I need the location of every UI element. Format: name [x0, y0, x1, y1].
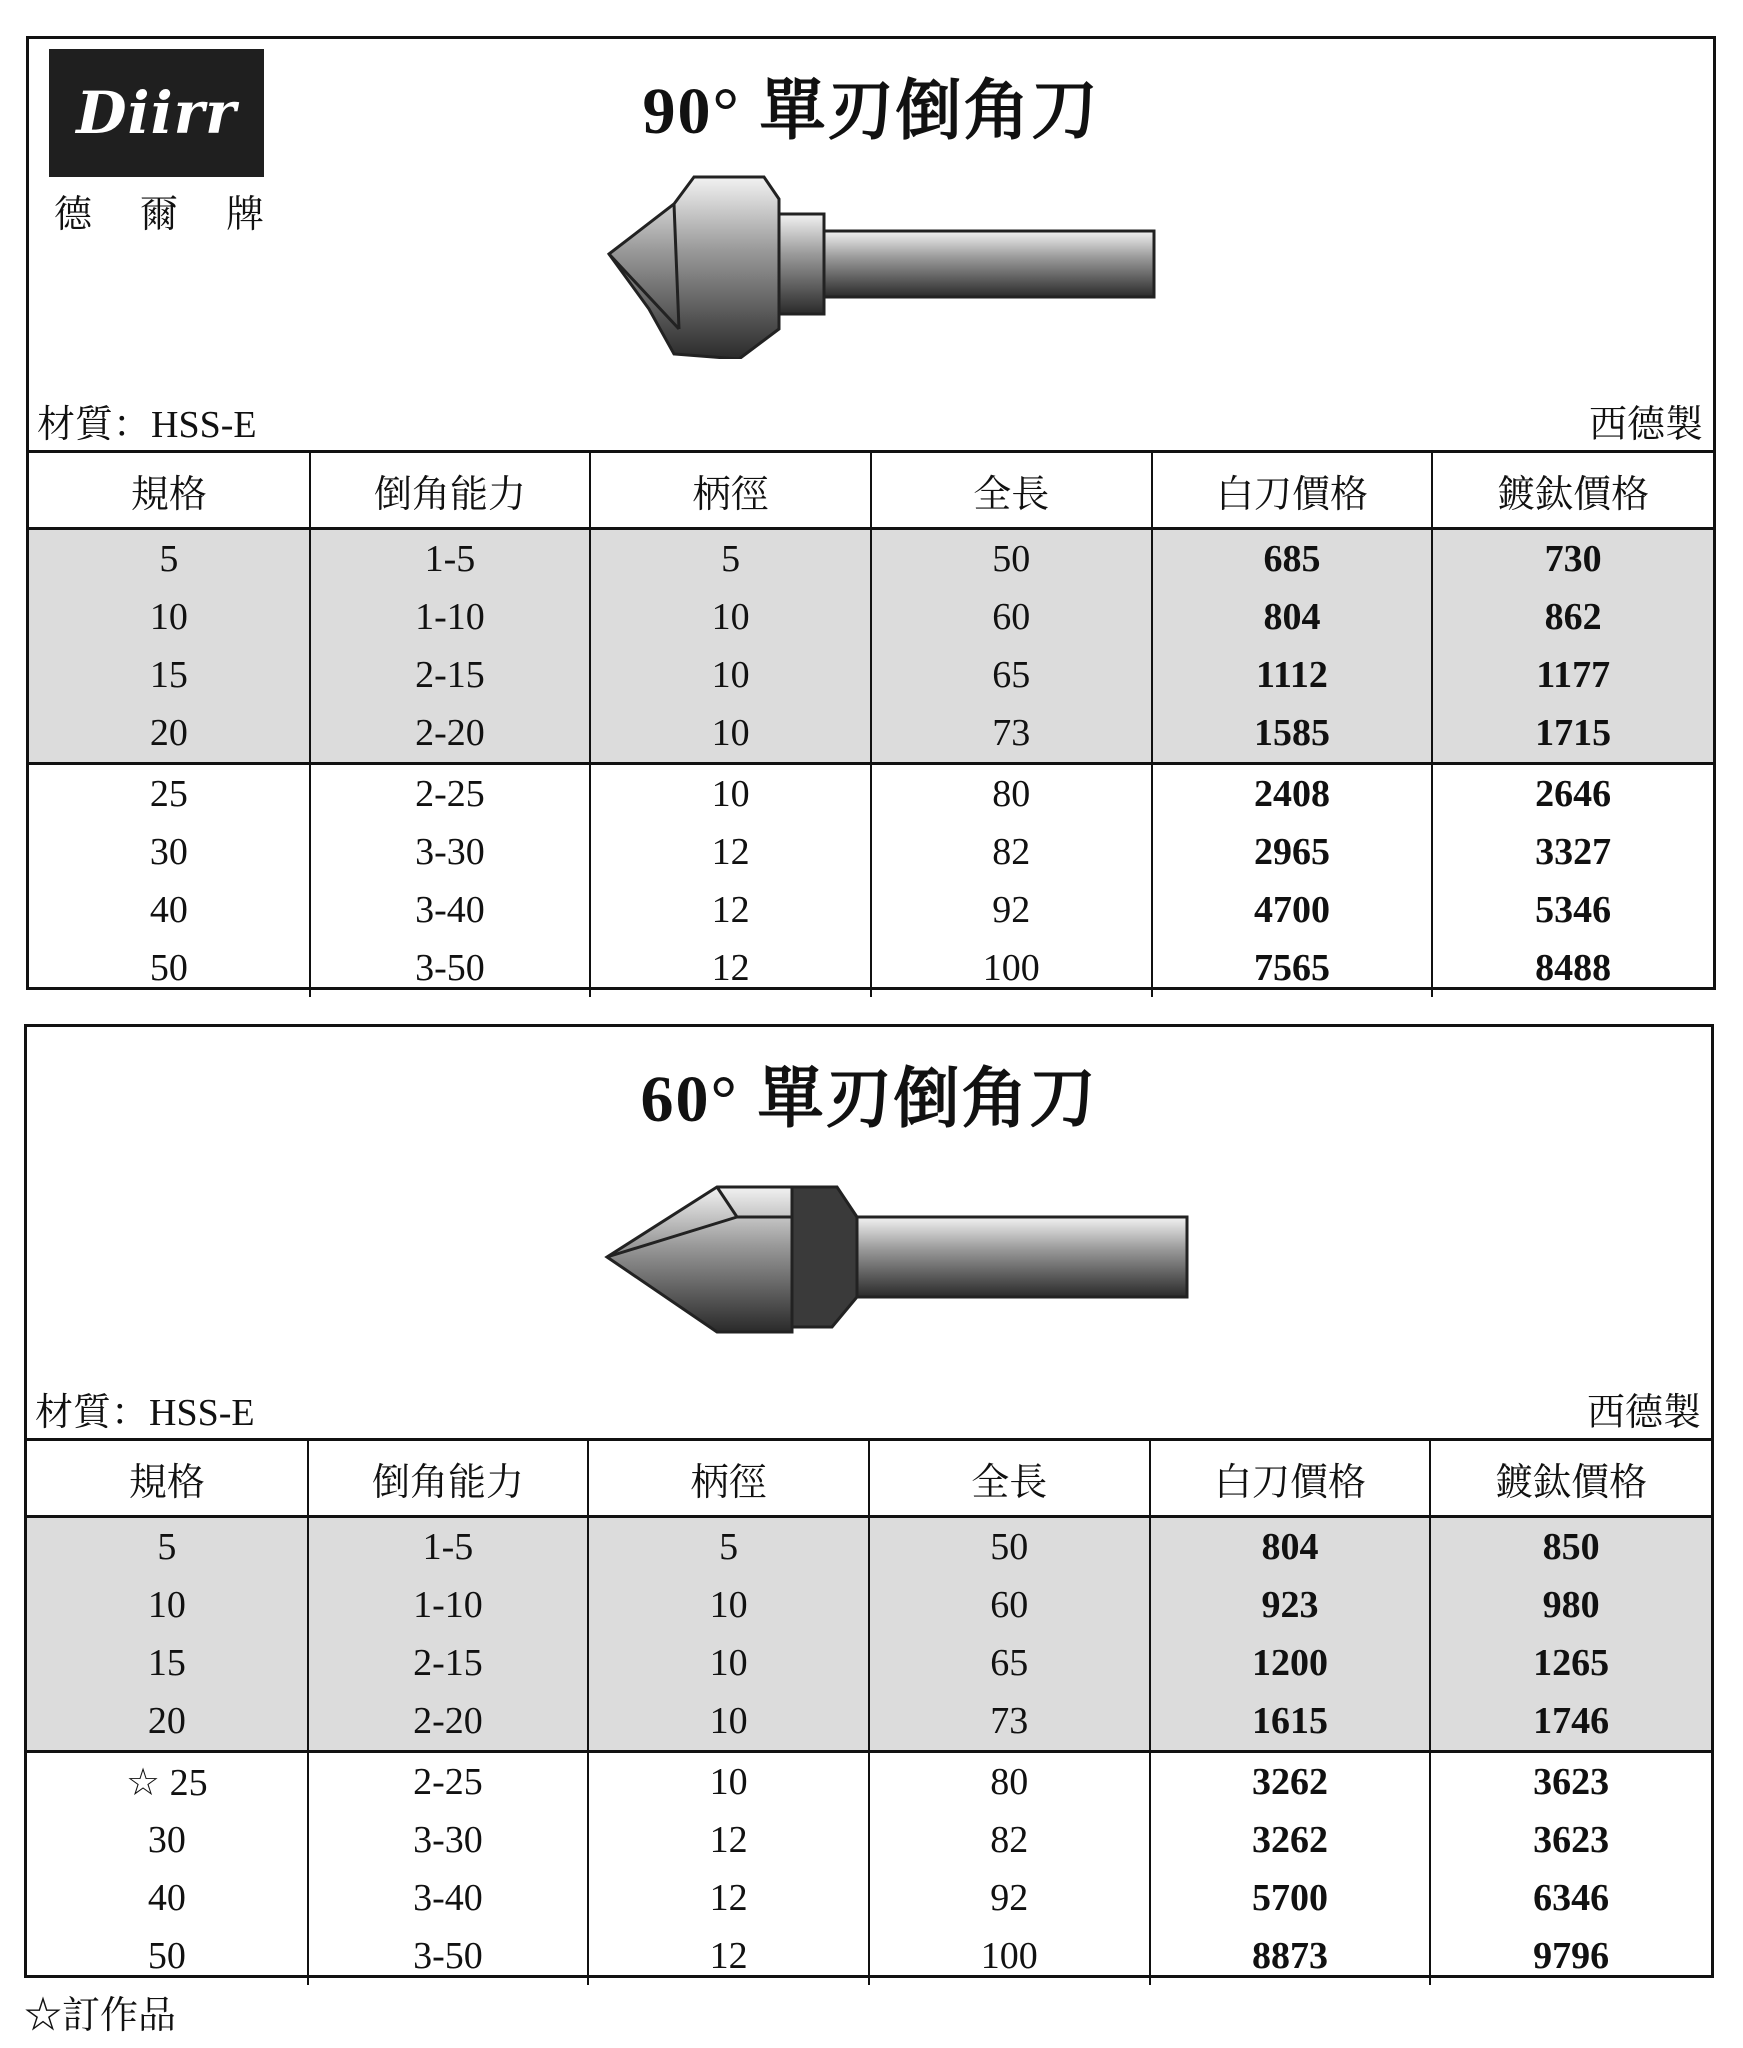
table-cell: 10 — [590, 704, 871, 764]
table-cell: 804 — [1152, 588, 1433, 646]
table-row — [29, 823, 1713, 881]
table-cell: 850 — [1430, 1517, 1711, 1577]
table-cell: 3-30 — [310, 823, 591, 881]
table-cell: 1265 — [1430, 1634, 1711, 1692]
table-cell: 80 — [869, 1752, 1150, 1812]
table-cell: 804 — [1150, 1517, 1431, 1577]
brand-subtitle-char: 牌 — [225, 194, 264, 236]
table-cell: 50 — [149, 947, 188, 989]
table-cell: 92 — [869, 1869, 1150, 1927]
table-row — [27, 1692, 1711, 1752]
table-cell: 1200 — [1150, 1634, 1431, 1692]
table-cell: 8873 — [1150, 1927, 1431, 1985]
table-cell: 6346 — [1430, 1869, 1711, 1927]
table-row — [27, 1752, 1711, 1812]
table-cell: 2-25 — [310, 764, 591, 824]
table-cell: 50 — [147, 1935, 186, 1977]
chamfer-tool-60-image — [602, 1157, 1202, 1337]
table-cell: 100 — [869, 1927, 1150, 1985]
column-header: 柄徑 — [590, 452, 871, 529]
table-cell: 3-30 — [308, 1811, 589, 1869]
table-cell: 10 — [588, 1634, 869, 1692]
table-cell: 7565 — [1152, 939, 1433, 997]
table-cell: 82 — [869, 1811, 1150, 1869]
table-cell: 8488 — [1432, 939, 1713, 997]
table-cell: 685 — [1152, 529, 1433, 589]
column-header: 鍍鈦價格 — [1432, 452, 1713, 529]
table-row — [29, 764, 1713, 824]
section-header — [29, 39, 1713, 450]
column-header: 白刀價格 — [1150, 1440, 1431, 1517]
table-header-row — [29, 452, 1713, 529]
table-cell: 60 — [869, 1576, 1150, 1634]
column-header: 白刀價格 — [1152, 452, 1433, 529]
section-header — [27, 1027, 1711, 1438]
table-cell: 3327 — [1432, 823, 1713, 881]
spec-table-body — [27, 1517, 1711, 1986]
table-header-row — [27, 1440, 1711, 1517]
brand-logo-text: Diirr — [76, 79, 237, 147]
table-cell: 40 — [147, 1877, 186, 1919]
table-cell: 5 — [588, 1517, 869, 1577]
column-header: 全長 — [871, 452, 1152, 529]
table-cell: 3623 — [1430, 1811, 1711, 1869]
table-cell: 5 — [29, 529, 310, 589]
table-cell: 862 — [1432, 588, 1713, 646]
table-cell: 15 — [29, 646, 310, 704]
column-header: 倒角能力 — [310, 452, 591, 529]
table-cell: 1585 — [1152, 704, 1433, 764]
table-row — [29, 939, 1713, 997]
material-label: 材質：HSS-E — [37, 404, 257, 446]
chamfer-tool-90-image — [589, 159, 1169, 359]
table-cell: 3623 — [1430, 1752, 1711, 1812]
table-cell: 92 — [871, 881, 1152, 939]
table-row — [29, 529, 1713, 589]
section-title: 60° 單刃倒角刀 — [640, 1063, 1098, 1136]
table-cell: 5700 — [1150, 1869, 1431, 1927]
table-row — [27, 1869, 1711, 1927]
table-cell: 60 — [871, 588, 1152, 646]
table-cell: 9796 — [1430, 1927, 1711, 1985]
table-cell: 3-40 — [310, 881, 591, 939]
table-cell: 1-10 — [308, 1576, 589, 1634]
table-cell: 2-15 — [308, 1634, 589, 1692]
table-cell: 3-50 — [308, 1927, 589, 1985]
table-cell: 82 — [871, 823, 1152, 881]
table-cell: 10 — [29, 588, 310, 646]
table-cell: 10 — [27, 1576, 308, 1634]
table-cell: 2-25 — [308, 1752, 589, 1812]
section-60-degree — [24, 1024, 1714, 1978]
table-cell: 2-20 — [308, 1692, 589, 1752]
table-cell: 730 — [1432, 529, 1713, 589]
table-cell: 65 — [869, 1634, 1150, 1692]
brand-subtitle-char: 德 — [54, 194, 93, 236]
table-cell: 50 — [869, 1517, 1150, 1577]
table-cell: 2-20 — [310, 704, 591, 764]
table-cell: 12 — [588, 1811, 869, 1869]
origin-label: 西德製 — [1586, 1392, 1701, 1434]
table-cell: 5 — [27, 1517, 308, 1577]
table-cell: 50 — [871, 529, 1152, 589]
table-row — [29, 704, 1713, 764]
table-cell: 15 — [27, 1634, 308, 1692]
table-cell: 1177 — [1432, 646, 1713, 704]
table-cell: 30 — [147, 1819, 186, 1861]
table-cell: 2646 — [1432, 764, 1713, 824]
table-row — [27, 1517, 1711, 1577]
column-header: 規格 — [29, 452, 310, 529]
table-cell: 980 — [1430, 1576, 1711, 1634]
table-cell: 1746 — [1430, 1692, 1711, 1752]
table-cell: 10 — [588, 1752, 869, 1812]
table-cell: 2965 — [1152, 823, 1433, 881]
table-cell: 12 — [590, 939, 871, 997]
table-cell: 25 — [29, 764, 310, 824]
table-cell: 12 — [588, 1927, 869, 1985]
table-row — [29, 588, 1713, 646]
footnote: ☆訂作品 — [24, 1995, 177, 2037]
table-cell: 10 — [588, 1692, 869, 1752]
table-cell: 2408 — [1152, 764, 1433, 824]
table-cell: 923 — [1150, 1576, 1431, 1634]
section-title: 90° 單刃倒角刀 — [642, 75, 1100, 148]
table-cell: 3262 — [1150, 1811, 1431, 1869]
table-cell: 10 — [588, 1576, 869, 1634]
origin-label: 西德製 — [1588, 404, 1703, 446]
table-cell: 73 — [869, 1692, 1150, 1752]
table-cell: 3-40 — [308, 1869, 589, 1927]
table-row — [27, 1811, 1711, 1869]
table-cell: 3-50 — [310, 939, 591, 997]
table-cell: 1-5 — [310, 529, 591, 589]
table-cell: 1-5 — [308, 1517, 589, 1577]
column-header: 柄徑 — [588, 1440, 869, 1517]
table-cell: 10 — [590, 764, 871, 824]
table-cell: 1715 — [1432, 704, 1713, 764]
table-cell: ☆ 25 — [27, 1752, 308, 1812]
table-cell: 3262 — [1150, 1752, 1431, 1812]
table-cell: 10 — [590, 646, 871, 704]
table-row — [27, 1576, 1711, 1634]
spec-table — [29, 450, 1713, 997]
table-cell: 65 — [871, 646, 1152, 704]
column-header: 倒角能力 — [308, 1440, 589, 1517]
table-cell: 20 — [29, 704, 310, 764]
table-cell: 4700 — [1152, 881, 1433, 939]
column-header: 全長 — [869, 1440, 1150, 1517]
table-cell: 12 — [588, 1869, 869, 1927]
table-row — [29, 646, 1713, 704]
table-cell: 12 — [590, 823, 871, 881]
column-header: 規格 — [27, 1440, 308, 1517]
table-cell: 12 — [590, 881, 871, 939]
table-cell: 10 — [590, 588, 871, 646]
spec-table — [27, 1438, 1711, 1985]
table-cell: 1112 — [1152, 646, 1433, 704]
table-cell: 1-10 — [310, 588, 591, 646]
table-cell: 80 — [871, 764, 1152, 824]
table-cell: 5346 — [1432, 881, 1713, 939]
table-cell: 73 — [871, 704, 1152, 764]
column-header: 鍍鈦價格 — [1430, 1440, 1711, 1517]
brand-subtitle-char: 爾 — [139, 194, 178, 236]
table-cell: 30 — [149, 831, 188, 873]
table-cell: 20 — [27, 1692, 308, 1752]
spec-table-body — [29, 529, 1713, 998]
table-cell: 40 — [149, 889, 188, 931]
table-row — [29, 881, 1713, 939]
table-cell: 2-15 — [310, 646, 591, 704]
section-90-degree — [26, 36, 1716, 990]
table-cell: 5 — [590, 529, 871, 589]
material-label: 材質：HSS-E — [35, 1392, 255, 1434]
table-row — [27, 1634, 1711, 1692]
brand-subtitle — [54, 183, 264, 238]
table-cell: 100 — [871, 939, 1152, 997]
table-row — [27, 1927, 1711, 1985]
table-cell: 1615 — [1150, 1692, 1431, 1752]
